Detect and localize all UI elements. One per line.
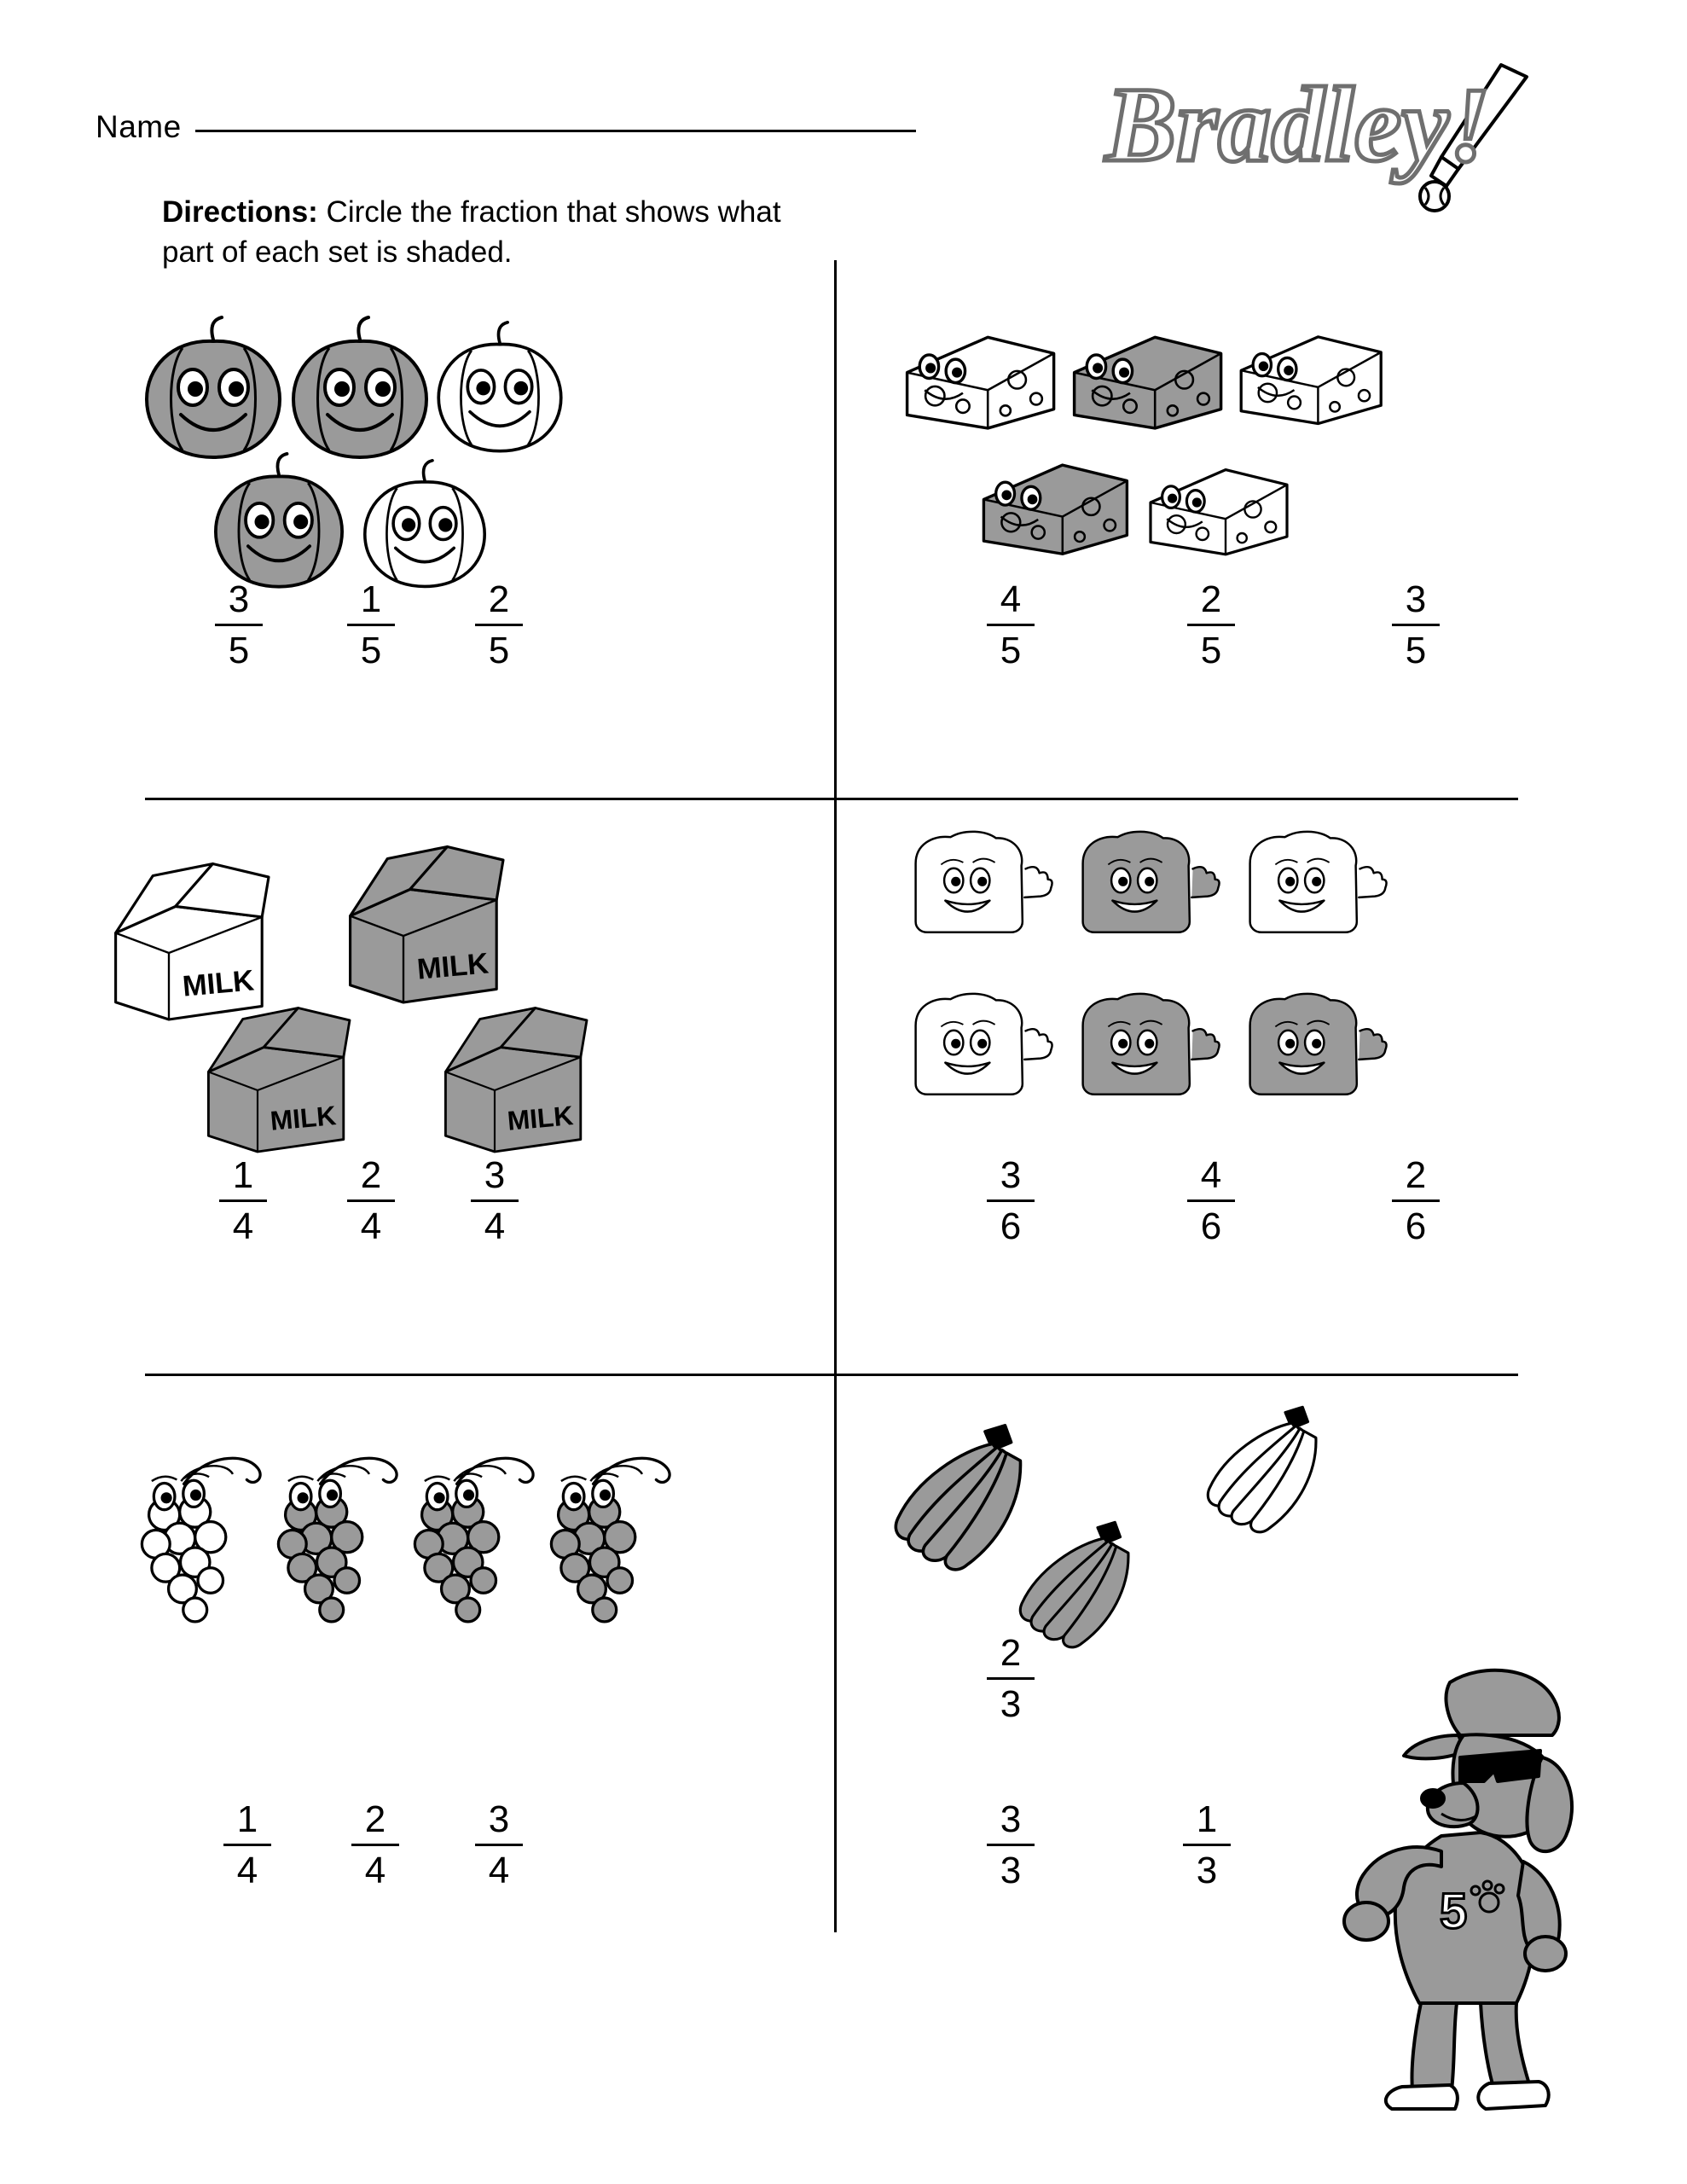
fraction-denominator: 5 [1200,630,1222,672]
fraction-bar [987,1844,1035,1846]
fraction-denominator: 6 [1000,1205,1022,1248]
fraction-bar [1187,624,1235,626]
fraction-bar [1392,1199,1440,1202]
fraction-denominator: 6 [1200,1205,1222,1248]
fraction-denominator: 6 [1405,1205,1427,1248]
fraction-bar [347,624,395,626]
name-label: Name [96,109,182,144]
fraction-bar [987,1677,1035,1680]
fraction-choice[interactable] [1173,580,1249,671]
fraction-numerator: 2 [360,1154,382,1196]
jersey-number: 5 [1440,1884,1468,1939]
fraction-bar [351,1844,399,1846]
fraction-denominator: 5 [228,630,250,672]
fraction-choice[interactable] [972,1156,1049,1246]
fraction-bar [475,624,523,626]
directions [162,192,810,273]
milk-label: MILK [415,947,490,986]
grid-divider-horizontal-1 [145,798,1518,800]
fraction-denominator: 5 [1405,630,1427,672]
directions-text: Circle the fraction that shows what part of each set is shaded. [162,195,781,270]
fraction-denominator: 3 [1000,1850,1022,1892]
fraction-denominator: 5 [1000,630,1022,672]
grape-bunch-set [128,1450,810,1745]
fraction-choice[interactable] [200,580,277,671]
fraction-bar [1392,624,1440,626]
fraction-choice[interactable] [1168,1800,1245,1891]
fraction-numerator: 1 [360,578,382,620]
fraction-choice[interactable] [205,1156,281,1246]
fraction-numerator: 3 [1405,578,1427,620]
directions-label: Directions: [162,195,318,229]
fraction-choice[interactable] [333,1156,409,1246]
fraction-choice[interactable] [461,580,537,671]
fraction-numerator: 1 [232,1154,254,1196]
fraction-numerator: 4 [1000,578,1022,620]
fraction-denominator: 3 [1000,1683,1022,1726]
fraction-bar [215,624,263,626]
fraction-choice[interactable] [972,1800,1049,1891]
fraction-choice[interactable] [456,1156,533,1246]
fraction-bar [987,1199,1035,1202]
fraction-bar [1187,1199,1235,1202]
milk-label: MILK [506,1100,575,1136]
fraction-bar [471,1199,519,1202]
fraction-numerator: 1 [1196,1798,1218,1840]
fraction-denominator: 4 [488,1850,510,1892]
milk-carton-set [119,836,802,1199]
fraction-denominator: 5 [488,630,510,672]
fraction-choice[interactable] [1377,580,1454,671]
grid-divider-vertical [834,260,837,1932]
bradley-dog-mascot [1313,1647,1620,2129]
fraction-denominator: 5 [360,630,382,672]
fraction-denominator: 4 [484,1205,506,1248]
bread-slice-set [900,832,1582,1194]
fraction-numerator: 4 [1200,1154,1222,1196]
fraction-numerator: 2 [488,578,510,620]
fraction-bar [347,1199,395,1202]
fraction-choice[interactable] [972,1634,1049,1724]
fraction-denominator: 4 [360,1205,382,1248]
fraction-choice[interactable] [1173,1156,1249,1246]
bradley-logo [1100,60,1578,205]
fraction-choice[interactable] [337,1800,414,1891]
fraction-numerator: 2 [1405,1154,1427,1196]
fraction-bar [1183,1844,1231,1846]
fraction-numerator: 1 [236,1798,258,1840]
fraction-numerator: 3 [228,578,250,620]
name-write-line[interactable] [195,130,916,132]
fraction-denominator: 3 [1196,1850,1218,1892]
fraction-numerator: 2 [1200,578,1222,620]
fraction-choice[interactable] [972,580,1049,671]
fraction-bar [223,1844,271,1846]
fraction-numerator: 3 [484,1154,506,1196]
name-field-row [96,109,916,145]
milk-label: MILK [269,1100,338,1136]
fraction-choice[interactable] [209,1800,286,1891]
logo-text: Bradley! [1105,67,1491,184]
fraction-denominator: 4 [236,1850,258,1892]
fraction-numerator: 2 [1000,1632,1022,1674]
grid-divider-horizontal-2 [145,1374,1518,1376]
fraction-denominator: 4 [364,1850,386,1892]
fraction-choice[interactable] [333,580,409,671]
fraction-choice[interactable] [461,1800,537,1891]
fraction-bar [987,624,1035,626]
fraction-numerator: 3 [1000,1154,1022,1196]
fraction-bar [219,1199,267,1202]
fraction-choice[interactable] [1377,1156,1454,1246]
fraction-bar [475,1844,523,1846]
fraction-numerator: 3 [1000,1798,1022,1840]
fraction-denominator: 4 [232,1205,254,1248]
milk-label: MILK [181,964,256,1003]
fraction-numerator: 2 [364,1798,386,1840]
fraction-numerator: 3 [488,1798,510,1840]
